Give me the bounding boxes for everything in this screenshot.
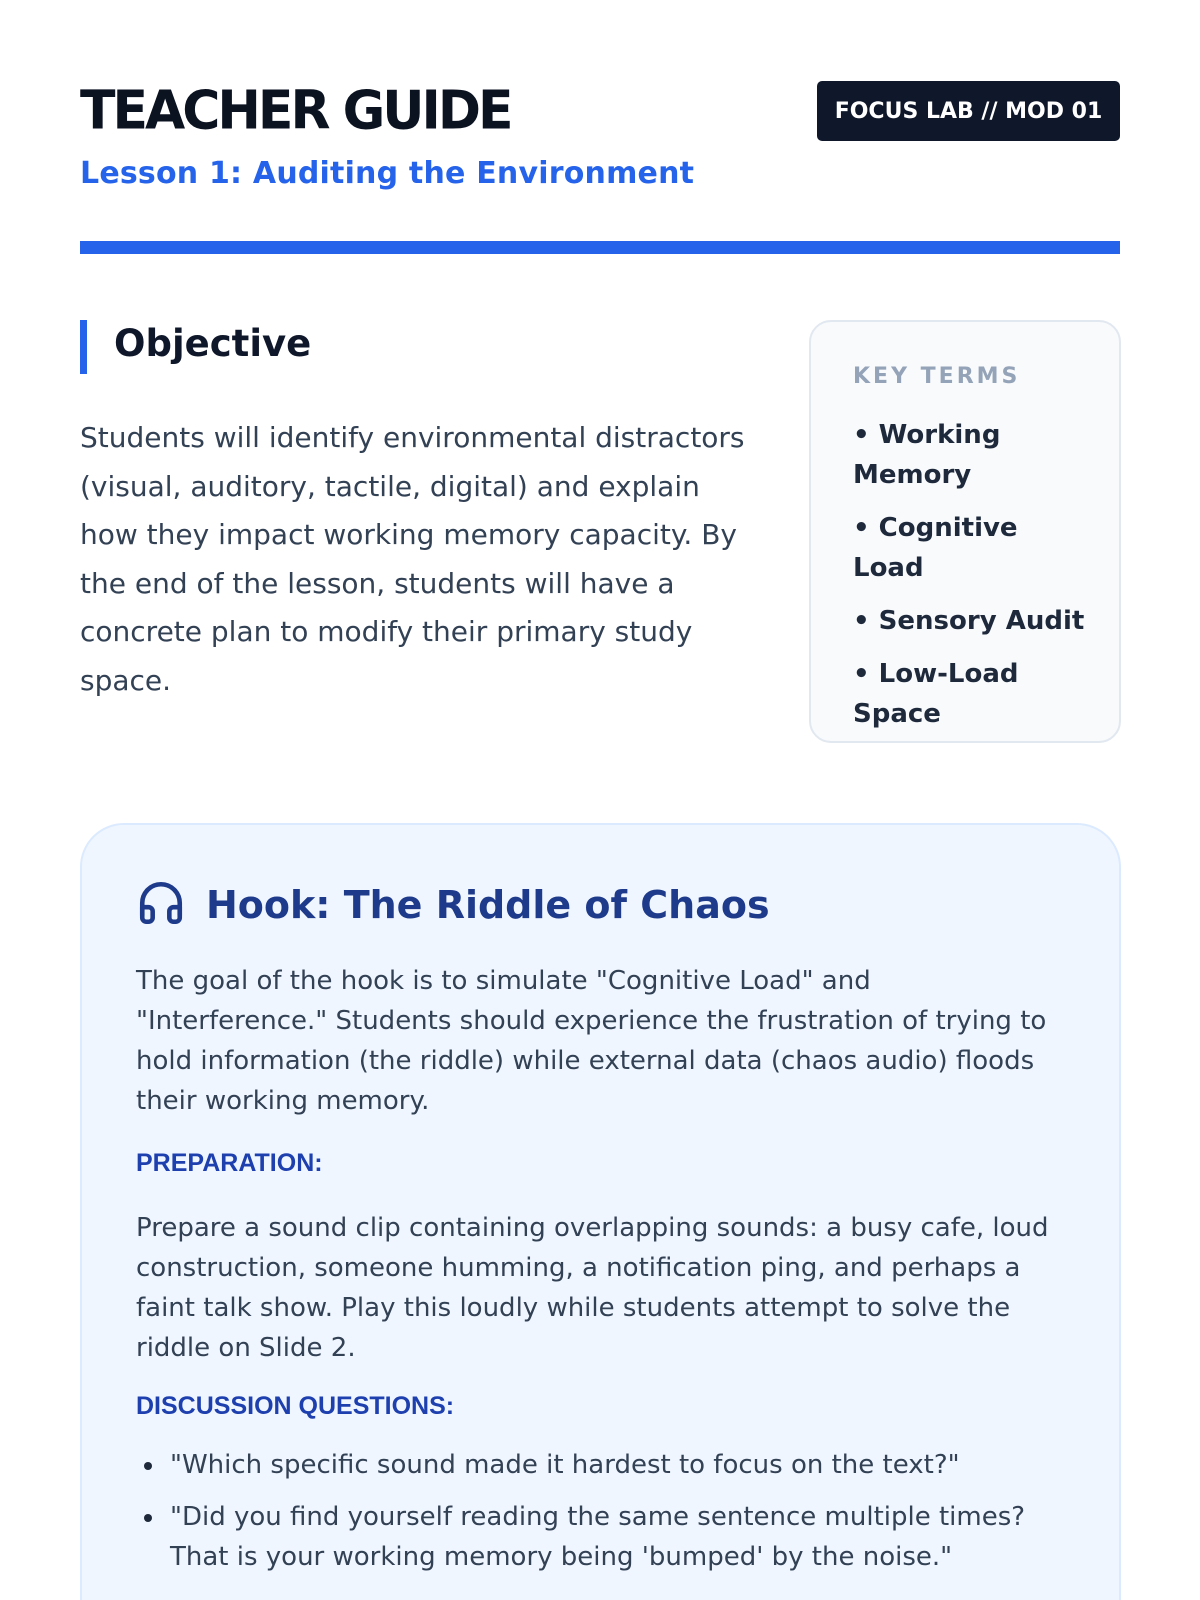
objective-accent-bar (80, 320, 87, 374)
bullet-dot (144, 1462, 152, 1470)
hook-card (80, 823, 1121, 1600)
hook-intro: The goal of the hook is to simulate "Cognitive Load" and "Interference." Students should experience the frustration of trying to hold information (the riddle) while external data (chaos audio) floods their working memory. (136, 966, 1047, 1116)
hook-title: Hook: The Riddle of Chaos (206, 883, 770, 927)
key-term-item: • Cognitive Load (853, 513, 1018, 583)
question-text: "Which specific sound made it hardest to focus on the text?" (170, 1450, 960, 1480)
objective-text: Students will identify environmental distractors (visual, auditory, tactile, digital) and explain how they impact working memory capacity. By the end of the lesson, students will have a concrete plan to modify their primary study space. (80, 421, 745, 697)
objective-heading: Objective (114, 322, 312, 365)
key-term-item: • Working Memory (853, 420, 1001, 490)
page-title: TEACHER GUIDE (80, 80, 511, 142)
key-term-item: • Low-Load Space (853, 659, 1019, 729)
discussion-question (136, 1497, 1056, 1577)
preparation-text: Prepare a sound clip containing overlapping sounds: a busy cafe, loud construction, someone humming, a notification ping, and perhaps a faint talk show. Play this loudly while students attempt to solve the riddle on Slide 2. (136, 1213, 1049, 1363)
bullet-dot (144, 1514, 152, 1522)
key-terms-card (809, 320, 1121, 743)
preparation-label: PREPARATION: (136, 1149, 323, 1177)
discussion-questions (136, 1445, 1056, 1577)
lesson-subtitle: Lesson 1: Auditing the Environment (80, 156, 695, 191)
headphones-icon (136, 878, 206, 933)
key-terms-label: KEY TERMS (853, 364, 1021, 389)
header-divider (80, 241, 1120, 254)
discussion-question (136, 1445, 1056, 1485)
hook-header (136, 875, 1065, 935)
key-term-item: • Sensory Audit (853, 606, 1085, 636)
module-badge: FOCUS LAB // MOD 01 (817, 81, 1120, 141)
discussion-label: DISCUSSION QUESTIONS: (136, 1392, 455, 1420)
question-text: "Did you find yourself reading the same sentence multiple times? That is your working memory being 'bumped' by the noise." (170, 1502, 1026, 1572)
